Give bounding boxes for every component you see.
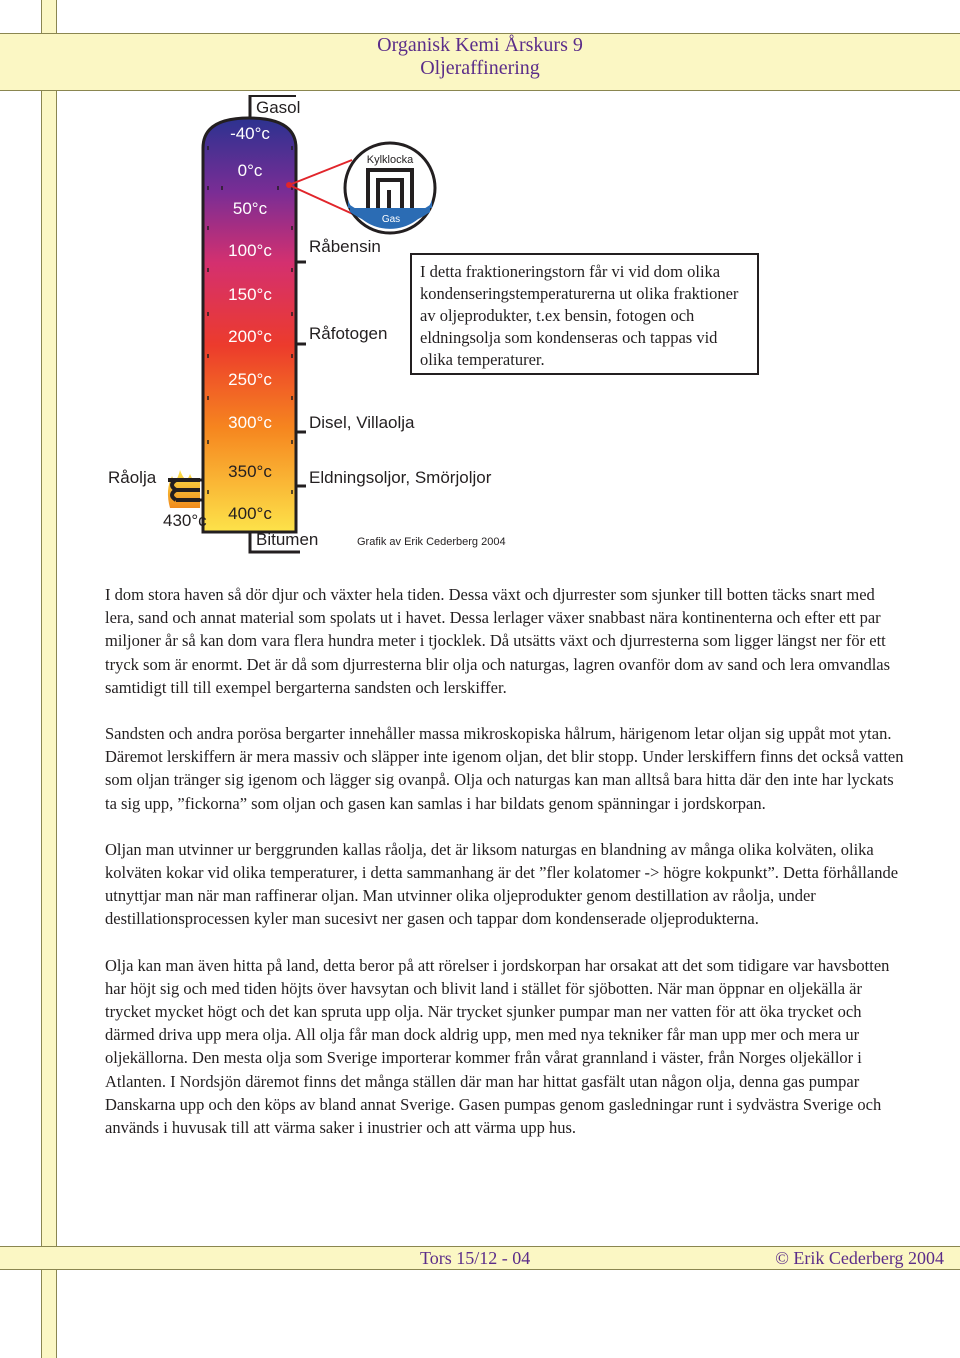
temp-label: 400°c [228, 504, 272, 523]
temp-label: 350°c [228, 462, 272, 481]
paragraph: Oljan man utvinner ur berggrunden kallas råolja, det är liksom naturgas en blandning av många olika kolväten, olika kolväten kokar vid olika temperaturer, i detta sammanhang är det ”fler kolatomer -> högre kokpunkt”. Detta förhållande utnyttjar man när man raffinerar oljan. Man utvinner olika oljeprodukter genom destillation av råolja, under destillationsprocessen kyler man sucesivt ner gasen och tappar dom kondenserade oljeprodukterna. [105, 839, 899, 929]
paragraph: Olja kan man även hitta på land, detta beror på att rörelser i jordskorpan har orsakat att det som tidigare var havsbotten har höjt sig och med tiden höjts över havsytan och blivit land i stället för sjöbotten. När man öppnar en oljekälla är trycket mycket högt och det kan spruta upp olja. När trycket sjunker pumpar man ner vatten för att öka trycket och därmed driva upp mera olja. All olja får man dock aldrig upp, men med nya tekniker får man upp mer och mera ur oljekällorna. Den mesta olja som Sverige importerar kommer från vårat grannland i väster, från Norges oljekällor i Atlanten. I Nordsjön däremot finns det många ställen där man har hittat gasfält utan någon olja, denna gas pumpar Danskarna upp och den köps av bland annat Sverige. Gasen pumpas genom gasledningar runt i sydvästra Sverige och används i huvusak till att värma saker i inustrier och att värma upp hus. [105, 955, 890, 1138]
footer-date: Tors 15/12 - 04 [420, 1248, 531, 1268]
temp-label: 200°c [228, 327, 272, 346]
temp-label: 50°c [232, 199, 268, 218]
body-text [105, 583, 905, 1162]
page-title: Oljeraffinering [420, 57, 540, 79]
product-rabensin: Råbensin [309, 237, 381, 256]
furnace-temp-label: 430°c [163, 511, 207, 530]
crude-oil-label: Råolja [108, 468, 157, 487]
product-bitumen: Bitumen [256, 530, 319, 549]
course-title: Organisk Kemi Årskurs 9 [377, 34, 583, 56]
temp-label: 250°c [228, 370, 272, 389]
temp-label: 300°c [228, 413, 272, 432]
temp-label: 150°c [228, 285, 272, 304]
product-eldning: Eldningsoljor, Smörjoljor [309, 468, 492, 487]
diagram-credit: Grafik av Erik Cederberg 2004 [357, 536, 506, 548]
product-disel: Disel, Villaolja [309, 413, 415, 432]
temp-label: 100°c [228, 241, 272, 260]
footer-copyright: © Erik Cederberg 2004 [775, 1248, 944, 1268]
paragraph: Sandsten och andra porösa bergarter innehåller massa mikroskopiska hålrum, härigenom letar oljan sig uppåt mot ytan. Däremot lerskiffern är mera massiv och släpper inte igenom oljan, det blir stopp. Under lerskiffern finns det också vatten som oljan tränger sig igenom och lägger sig ovanpå. Olja och naturgas kan man alltså bara hitta där den inte har lyckats ta sig upp, ”fickorna” som oljan och gasen kan samlas i har bildats genom spänningar i jordskorpan. [105, 724, 904, 813]
gas-label: Gas [381, 214, 401, 225]
paragraph: I dom stora haven så dör djur och växter hela tiden. Dessa växt och djurrester som sjunker till botten täcks snart med lera, sand och annat material som spolats ut i havet. Dessa lerlager växer snabbast nära kontinenterna och efter ett par miljoner år så kan dom vara flera hundra meter i tjocklek. Då utsätts växt och djurresterna som ligger längst ner för ett tryck som är enormt. Det är då som djurresterna blir olja och naturgas, lagren ovanför dom av sand och lera omvandlas samtidigt till till exempel bergarterna sandsten och lerskiffer. [105, 585, 891, 697]
product-rafotogen: Råfotogen [309, 324, 388, 343]
condenser-label: Kylklocka [366, 154, 414, 166]
temp-label: 0°c [237, 161, 263, 180]
explanation-callout: I detta fraktioneringstorn får vi vid dom olika kondenseringstemperaturerna ut olika fraktioner av oljeprodukter, t.ex bensin, fotogen och eldningsolja som kondenseras och tappas vid olika temperaturer. [410, 253, 759, 375]
temp-label: -40°c [230, 124, 270, 143]
product-gasol: Gasol [256, 98, 301, 117]
